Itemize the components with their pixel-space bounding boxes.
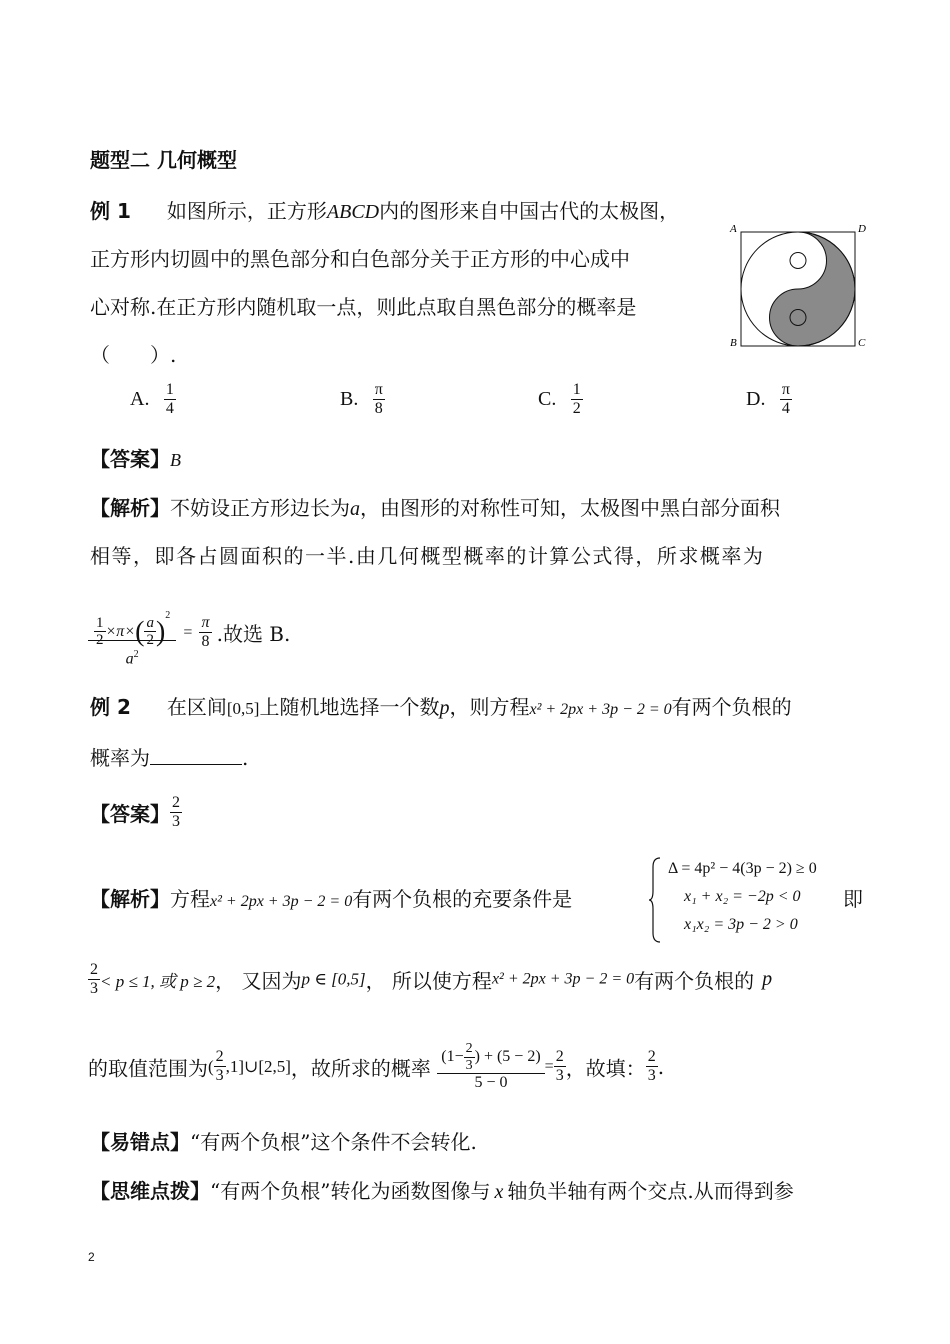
ex1-answer-value: B [170,450,181,470]
ex1-analysis-label: 【解析】 [90,496,170,520]
option-d-letter: D. [746,388,766,411]
ex2-analysis-label: 【解析】 [90,887,170,911]
ex1-answer-label: 【答案】 [90,447,170,471]
example-2-line-2: 概率为 . [90,746,249,770]
option-b[interactable] [340,382,385,417]
option-c-letter: C. [538,388,557,411]
option-a-fraction: $\frac{1}{4}$ [165,381,174,417]
option-d-fraction: $\frac{\pi}{4}$ [781,381,790,417]
probability-fraction: (1− $\frac{2}{3}$ ) + (5 − 2) 5 − 0 [437,1042,544,1092]
option-a[interactable] [130,382,176,417]
taiji-white-dot [790,253,806,269]
section-title: 题型二 几何概型 [90,148,237,172]
option-c[interactable] [538,382,583,417]
taiji-svg [728,222,868,352]
example-2-line-1: 例 2 在区间[0,5]上随机地选择一个数p，则方程x² + 2px + 3p − 2 = 0有两个负根的 [90,695,792,719]
ex2-answer-label: 【答案】 [90,802,170,827]
ex1-analysis-line-1: 【解析】不妨设正方形边长为a，由图形的对称性可知，太极图中黑白部分面积 [90,496,780,520]
ex1-abcd: ABCD [326,201,380,223]
error-label: 【易错点】 [90,1130,190,1154]
taiji-figure [728,222,868,352]
condition-2: x₁ + x₂ = −2p < 0 [684,888,801,905]
ex1-formula-main-fraction: $\frac{1}{2}$ ×π×( $\frac{a}{2}$ )$^2$ $a^2$ [88,592,176,673]
ex2-answer-fraction: $\frac{2}{3}$ [172,794,180,830]
ex1-analysis-line-2: 相等，即各占圆面积的一半.由几何概型概率的计算公式得，所求概率为 [90,544,765,568]
example-1-line-4: （ ）. [90,343,177,367]
example-1-line-3: 心对称.在正方形内随机取一点，则此点取自黑色部分的概率是 [90,295,637,319]
ex2-analysis-line-1: 【解析】方程x² + 2px + 3p − 2 = 0有两个负根的充要条件是 [90,887,573,911]
option-b-letter: B. [340,388,359,411]
taiji-dark-region [770,232,856,346]
example-1-label: 例 1 [90,199,131,223]
option-c-fraction: $\frac{1}{2}$ [572,381,581,417]
ex2-ji: 即 [843,887,863,911]
label-b: B [730,337,737,349]
ex1-stem-text-b: 内的图形来自中国古代的太极图， [379,199,680,223]
left-brace [648,857,662,943]
option-b-fraction: $\frac{\pi}{8}$ [374,381,383,417]
example-1-line-2: 正方形内切圆中的黑色部分和白色部分关于正方形的中心成中 [90,247,630,271]
ex1-answer [90,443,181,472]
taiji-dark-dot [790,310,806,326]
label-c: C [858,337,866,349]
tip-label: 【思维点拨】 [90,1179,210,1203]
option-d[interactable] [746,382,792,417]
condition-3: x₁x₂ = 3p − 2 > 0 [684,916,798,933]
error-point: 【易错点】“有两个负根”这个条件不会转化. [90,1130,477,1154]
label-a: A [730,223,737,235]
example-2-label: 例 2 [90,695,131,719]
thinking-tip: 【思维点拨】“有两个负根”转化为函数图像与 x 轴负半轴有两个交点.从而得到参 [90,1179,794,1203]
example-1-line-1 [90,195,679,224]
condition-1: Δ = 4p² − 4(3p − 2) ≥ 0 [668,860,817,877]
ex2-answer [90,795,182,830]
label-d: D [858,223,866,235]
page-number: 2 [88,1250,95,1264]
option-a-letter: A. [130,388,150,411]
ex2-analysis-line-3: 的取值范围为( $\frac{2}{3}$ ,1]∪[2,5]，故所求的概率 (1− $\frac{2}{3}$ ) + (5 − 2) 5 − 0 = $\frac{2}{3}$ ，故填： $\frac{2}{3}$ . [88,1041,665,1092]
ex1-stem-text: 如图所示，正方形 [166,199,327,223]
ex1-formula: $\frac{1}{2}$ ×π×( $\frac{a}{2}$ )$^2$ $a^2$ = $\frac{\pi}{8}$ .故选 B. [88,592,290,673]
ex2-analysis-line-2: $\frac{2}{3}$ < p ≤ 1, 或 p ≥ 2， 又因为p ∈ [0,5]， 所以使方程x² + 2px + 3p − 2 = 0有两个负根的 p [90,961,773,997]
answer-blank[interactable] [150,746,242,765]
